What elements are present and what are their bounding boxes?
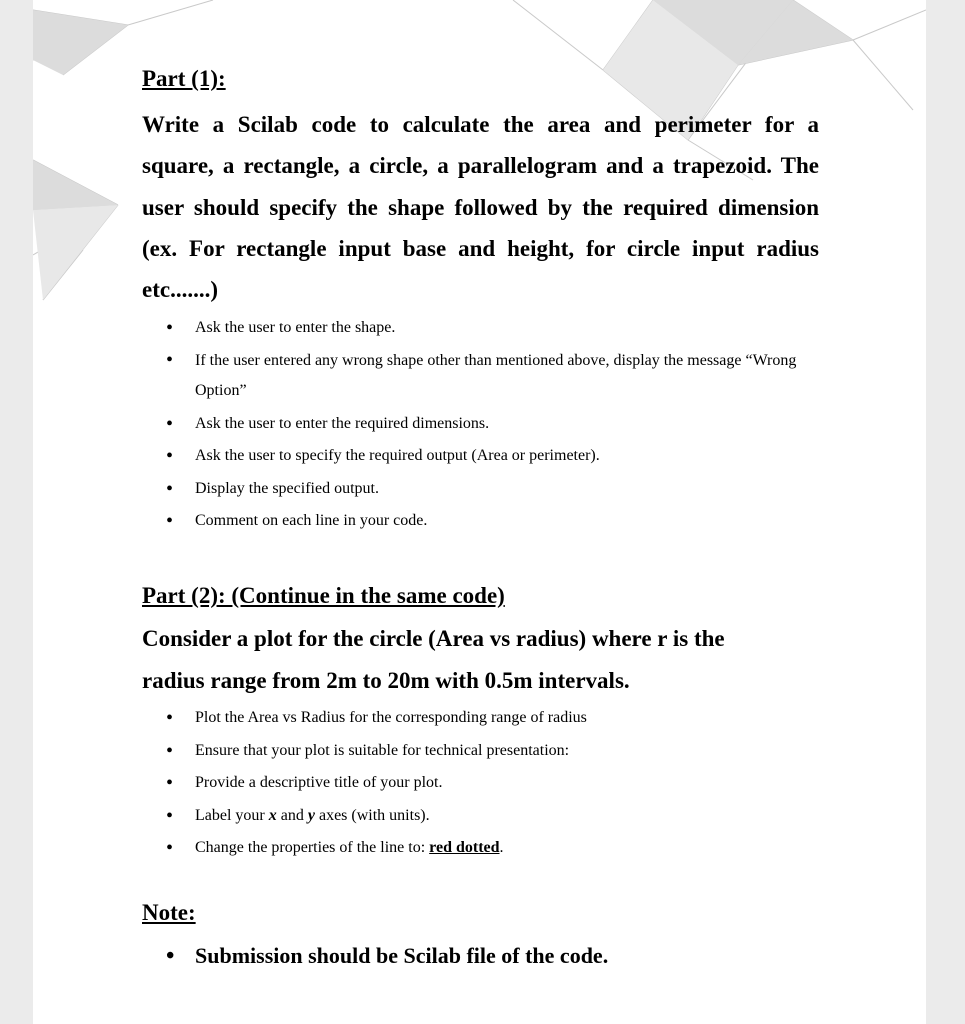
list-item: • Ask the user to enter the required dimensions. bbox=[166, 408, 826, 441]
text: and bbox=[276, 806, 308, 824]
list-item: • Submission should be Scilab file of the code. bbox=[166, 941, 826, 971]
x-var: x bbox=[268, 806, 277, 824]
list-item: • Display the specified output. bbox=[166, 473, 826, 506]
emphasis-red-dotted: red dotted bbox=[429, 839, 500, 856]
list-item: • Plot the Area vs Radius for the corresponding range of radius bbox=[166, 702, 826, 735]
list-item-axes-label bbox=[166, 800, 826, 833]
part1-line: Write a Scilab code to calculate the area and perimeter for a bbox=[142, 112, 819, 137]
part1-line: (ex. For rectangle input base and height, for circle input radius bbox=[142, 235, 819, 261]
list-item: • Ensure that your plot is suitable for technical presentation: bbox=[166, 735, 826, 768]
text: Change the properties of the line to: bbox=[195, 839, 430, 856]
list-item: • Provide a descriptive title of your plot. bbox=[166, 767, 826, 800]
part2-line: radius range from 2m to 20m with 0.5m intervals. bbox=[142, 667, 630, 693]
part1-heading: Part (1): bbox=[142, 66, 226, 91]
document-page bbox=[33, 0, 926, 1024]
list-item: • Ask the user to enter the shape. bbox=[166, 312, 826, 345]
part2-heading: Part (2): (Continue in the same code) bbox=[142, 583, 505, 608]
list-item: • Comment on each line in your code. bbox=[166, 505, 826, 538]
list-item-line-properties bbox=[166, 832, 826, 865]
part1-description bbox=[142, 104, 819, 310]
note-heading: Note: bbox=[142, 900, 196, 925]
part1-line: square, a rectangle, a circle, a parallelogram and a trapezoid. The bbox=[142, 153, 819, 179]
text: . bbox=[499, 839, 504, 856]
part1-requirements-list bbox=[166, 312, 826, 538]
text: axes (with units). bbox=[314, 806, 430, 824]
part1-line: etc.......) bbox=[142, 277, 218, 303]
part2-line: Consider a plot for the circle (Area vs radius) where r is the bbox=[142, 626, 725, 651]
part2-description bbox=[142, 618, 819, 701]
note-list bbox=[166, 941, 826, 971]
list-item: • If the user entered any wrong shape other than mentioned above, display the message “Wrong Option” bbox=[166, 345, 826, 408]
part1-line: user should specify the shape followed by the required dimension bbox=[142, 194, 819, 220]
y-var: y bbox=[307, 806, 315, 824]
part2-requirements-list bbox=[166, 702, 826, 865]
text: Label your bbox=[195, 806, 269, 824]
list-item: • Ask the user to specify the required output (Area or perimeter). bbox=[166, 440, 826, 473]
